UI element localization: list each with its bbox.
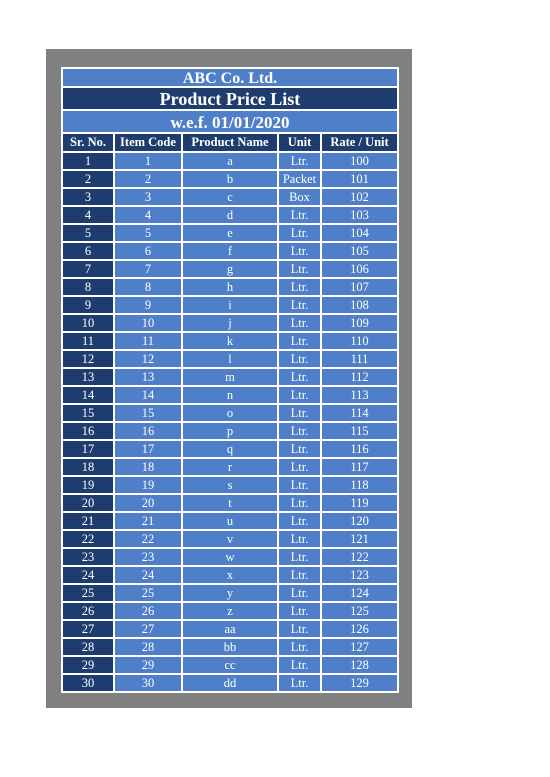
rate-cell: 128: [321, 656, 397, 674]
unit-cell: Ltr.: [278, 512, 321, 530]
unit-cell: Ltr.: [278, 458, 321, 476]
price-list-card: [61, 67, 399, 693]
unit-cell: Ltr.: [278, 152, 321, 170]
sr-no-cell: 29: [63, 656, 114, 674]
sr-no-cell: 8: [63, 278, 114, 296]
rate-cell: 118: [321, 476, 397, 494]
sr-no-cell: 6: [63, 242, 114, 260]
rate-cell: 127: [321, 638, 397, 656]
unit-cell: Ltr.: [278, 602, 321, 620]
sr-no-cell: 10: [63, 314, 114, 332]
price-list-title: Product Price List: [63, 88, 397, 111]
table-header-row: [63, 134, 397, 152]
product-name-cell: w: [182, 548, 278, 566]
table-row: [63, 170, 397, 188]
table-row: [63, 620, 397, 638]
table-row: [63, 206, 397, 224]
rate-cell: 123: [321, 566, 397, 584]
rate-cell: 108: [321, 296, 397, 314]
product-name-cell: j: [182, 314, 278, 332]
unit-cell: Ltr.: [278, 476, 321, 494]
table-row: [63, 404, 397, 422]
product-name-cell: p: [182, 422, 278, 440]
rate-cell: 121: [321, 530, 397, 548]
rate-cell: 112: [321, 368, 397, 386]
rate-cell: 129: [321, 674, 397, 691]
rate-cell: 111: [321, 350, 397, 368]
item-code-cell: 13: [114, 368, 182, 386]
product-name-cell: z: [182, 602, 278, 620]
product-name-cell: c: [182, 188, 278, 206]
table-row: [63, 512, 397, 530]
col-header-rate: Rate / Unit: [321, 134, 397, 152]
rate-cell: 115: [321, 422, 397, 440]
item-code-cell: 11: [114, 332, 182, 350]
product-name-cell: b: [182, 170, 278, 188]
col-header-unit: Unit: [278, 134, 321, 152]
rate-cell: 109: [321, 314, 397, 332]
item-code-cell: 4: [114, 206, 182, 224]
item-code-cell: 10: [114, 314, 182, 332]
rate-cell: 126: [321, 620, 397, 638]
rate-cell: 110: [321, 332, 397, 350]
table-row: [63, 368, 397, 386]
table-row: [63, 440, 397, 458]
unit-cell: Ltr.: [278, 440, 321, 458]
table-row: [63, 422, 397, 440]
table-row: [63, 476, 397, 494]
sr-no-cell: 24: [63, 566, 114, 584]
table-row: [63, 386, 397, 404]
sr-no-cell: 5: [63, 224, 114, 242]
table-row: [63, 494, 397, 512]
sr-no-cell: 19: [63, 476, 114, 494]
sr-no-cell: 7: [63, 260, 114, 278]
unit-cell: Ltr.: [278, 278, 321, 296]
item-code-cell: 8: [114, 278, 182, 296]
sr-no-cell: 15: [63, 404, 114, 422]
sr-no-cell: 18: [63, 458, 114, 476]
item-code-cell: 3: [114, 188, 182, 206]
unit-cell: Ltr.: [278, 368, 321, 386]
rate-cell: 114: [321, 404, 397, 422]
table-row: [63, 314, 397, 332]
product-name-cell: h: [182, 278, 278, 296]
unit-cell: Ltr.: [278, 314, 321, 332]
table-row: [63, 296, 397, 314]
unit-cell: Box: [278, 188, 321, 206]
product-name-cell: m: [182, 368, 278, 386]
item-code-cell: 15: [114, 404, 182, 422]
item-code-cell: 6: [114, 242, 182, 260]
sr-no-cell: 9: [63, 296, 114, 314]
item-code-cell: 28: [114, 638, 182, 656]
product-name-cell: t: [182, 494, 278, 512]
sr-no-cell: 4: [63, 206, 114, 224]
rate-cell: 120: [321, 512, 397, 530]
item-code-cell: 27: [114, 620, 182, 638]
product-name-cell: g: [182, 260, 278, 278]
unit-cell: Packet: [278, 170, 321, 188]
rate-cell: 101: [321, 170, 397, 188]
product-name-cell: k: [182, 332, 278, 350]
rate-cell: 124: [321, 584, 397, 602]
sr-no-cell: 23: [63, 548, 114, 566]
table-row: [63, 674, 397, 691]
rate-cell: 125: [321, 602, 397, 620]
item-code-cell: 16: [114, 422, 182, 440]
unit-cell: Ltr.: [278, 656, 321, 674]
product-name-cell: l: [182, 350, 278, 368]
rate-cell: 119: [321, 494, 397, 512]
unit-cell: Ltr.: [278, 206, 321, 224]
item-code-cell: 25: [114, 584, 182, 602]
item-code-cell: 17: [114, 440, 182, 458]
unit-cell: Ltr.: [278, 620, 321, 638]
unit-cell: Ltr.: [278, 350, 321, 368]
product-name-cell: o: [182, 404, 278, 422]
table-row: [63, 152, 397, 170]
table-row: [63, 224, 397, 242]
item-code-cell: 18: [114, 458, 182, 476]
unit-cell: Ltr.: [278, 638, 321, 656]
product-name-cell: q: [182, 440, 278, 458]
item-code-cell: 30: [114, 674, 182, 691]
item-code-cell: 23: [114, 548, 182, 566]
sr-no-cell: 1: [63, 152, 114, 170]
sr-no-cell: 28: [63, 638, 114, 656]
unit-cell: Ltr.: [278, 386, 321, 404]
sr-no-cell: 25: [63, 584, 114, 602]
table-row: [63, 278, 397, 296]
table-row: [63, 638, 397, 656]
price-list-sheet: [46, 49, 412, 708]
sr-no-cell: 17: [63, 440, 114, 458]
table-row: [63, 458, 397, 476]
sr-no-cell: 27: [63, 620, 114, 638]
sr-no-cell: 16: [63, 422, 114, 440]
table-row: [63, 566, 397, 584]
table-row: [63, 602, 397, 620]
sr-no-cell: 3: [63, 188, 114, 206]
product-name-cell: f: [182, 242, 278, 260]
rate-cell: 107: [321, 278, 397, 296]
table-row: [63, 242, 397, 260]
unit-cell: Ltr.: [278, 404, 321, 422]
table-row: [63, 656, 397, 674]
unit-cell: Ltr.: [278, 296, 321, 314]
sr-no-cell: 26: [63, 602, 114, 620]
table-row: [63, 188, 397, 206]
rate-cell: 102: [321, 188, 397, 206]
item-code-cell: 21: [114, 512, 182, 530]
col-header-product-name: Product Name: [182, 134, 278, 152]
sr-no-cell: 11: [63, 332, 114, 350]
unit-cell: Ltr.: [278, 566, 321, 584]
price-table: [63, 134, 397, 691]
item-code-cell: 24: [114, 566, 182, 584]
table-row: [63, 350, 397, 368]
unit-cell: Ltr.: [278, 494, 321, 512]
product-name-cell: d: [182, 206, 278, 224]
product-name-cell: cc: [182, 656, 278, 674]
product-name-cell: u: [182, 512, 278, 530]
sr-no-cell: 12: [63, 350, 114, 368]
item-code-cell: 7: [114, 260, 182, 278]
table-body: [63, 152, 397, 691]
product-name-cell: bb: [182, 638, 278, 656]
effective-date: w.e.f. 01/01/2020: [63, 111, 397, 134]
col-header-item-code: Item Code: [114, 134, 182, 152]
sr-no-cell: 20: [63, 494, 114, 512]
product-name-cell: i: [182, 296, 278, 314]
product-name-cell: s: [182, 476, 278, 494]
item-code-cell: 19: [114, 476, 182, 494]
sr-no-cell: 13: [63, 368, 114, 386]
unit-cell: Ltr.: [278, 224, 321, 242]
product-name-cell: v: [182, 530, 278, 548]
product-name-cell: a: [182, 152, 278, 170]
item-code-cell: 1: [114, 152, 182, 170]
item-code-cell: 22: [114, 530, 182, 548]
sr-no-cell: 14: [63, 386, 114, 404]
table-row: [63, 548, 397, 566]
sr-no-cell: 30: [63, 674, 114, 691]
product-name-cell: y: [182, 584, 278, 602]
unit-cell: Ltr.: [278, 584, 321, 602]
rate-cell: 106: [321, 260, 397, 278]
product-name-cell: dd: [182, 674, 278, 691]
product-name-cell: r: [182, 458, 278, 476]
table-row: [63, 584, 397, 602]
product-name-cell: aa: [182, 620, 278, 638]
unit-cell: Ltr.: [278, 422, 321, 440]
unit-cell: Ltr.: [278, 674, 321, 691]
sr-no-cell: 22: [63, 530, 114, 548]
unit-cell: Ltr.: [278, 260, 321, 278]
unit-cell: Ltr.: [278, 242, 321, 260]
product-name-cell: x: [182, 566, 278, 584]
rate-cell: 122: [321, 548, 397, 566]
rate-cell: 100: [321, 152, 397, 170]
unit-cell: Ltr.: [278, 332, 321, 350]
rate-cell: 116: [321, 440, 397, 458]
item-code-cell: 9: [114, 296, 182, 314]
sr-no-cell: 2: [63, 170, 114, 188]
rate-cell: 105: [321, 242, 397, 260]
item-code-cell: 12: [114, 350, 182, 368]
item-code-cell: 5: [114, 224, 182, 242]
rate-cell: 113: [321, 386, 397, 404]
col-header-sr-no: Sr. No.: [63, 134, 114, 152]
rate-cell: 117: [321, 458, 397, 476]
table-row: [63, 260, 397, 278]
item-code-cell: 14: [114, 386, 182, 404]
item-code-cell: 26: [114, 602, 182, 620]
item-code-cell: 2: [114, 170, 182, 188]
product-name-cell: n: [182, 386, 278, 404]
company-name: ABC Co. Ltd.: [63, 69, 397, 88]
table-row: [63, 530, 397, 548]
rate-cell: 103: [321, 206, 397, 224]
rate-cell: 104: [321, 224, 397, 242]
item-code-cell: 20: [114, 494, 182, 512]
unit-cell: Ltr.: [278, 548, 321, 566]
sr-no-cell: 21: [63, 512, 114, 530]
product-name-cell: e: [182, 224, 278, 242]
item-code-cell: 29: [114, 656, 182, 674]
unit-cell: Ltr.: [278, 530, 321, 548]
table-row: [63, 332, 397, 350]
